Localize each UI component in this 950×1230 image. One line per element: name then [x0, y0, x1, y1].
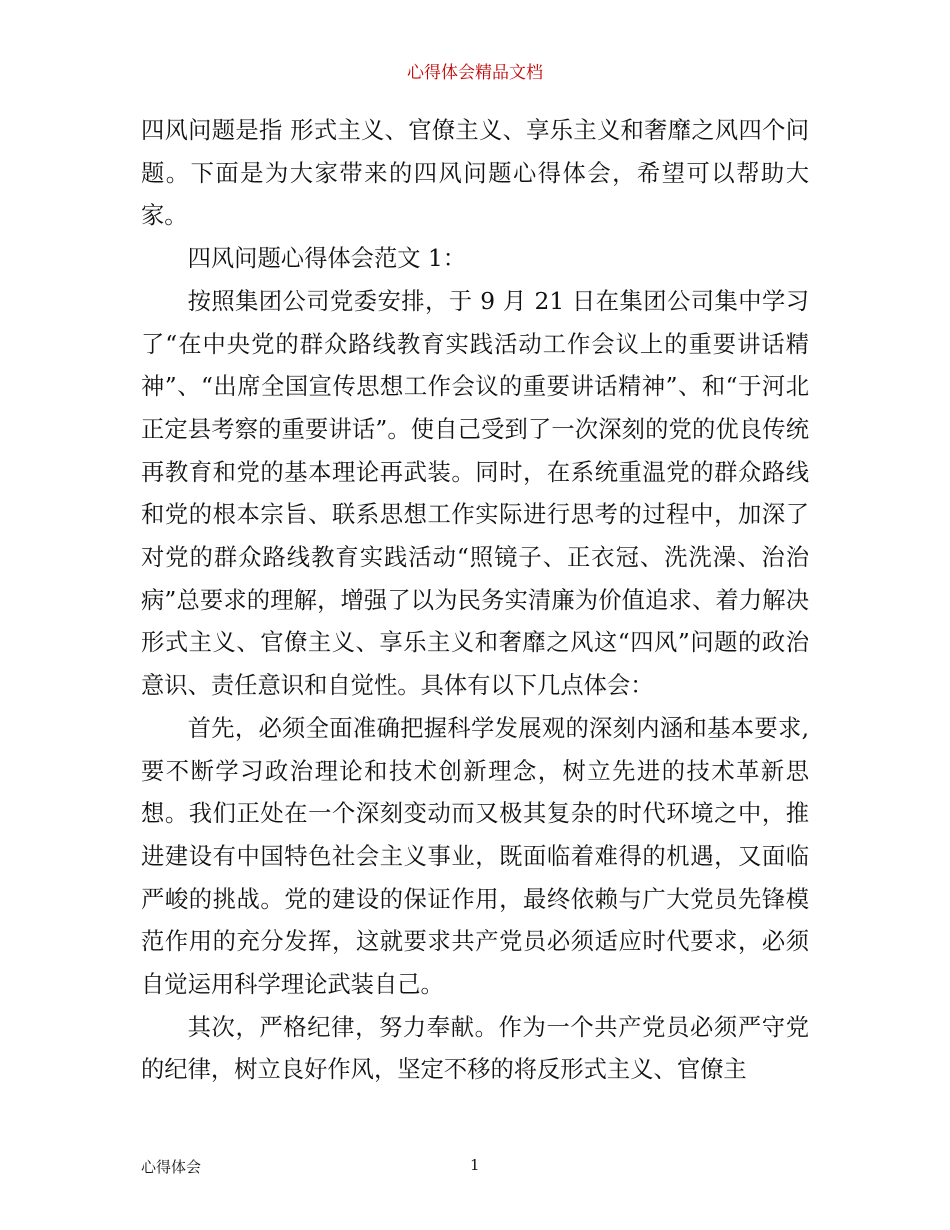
paragraph-sample-title: 四风问题心得体会范文 1： [187, 245, 467, 273]
paragraph-first-point: 首先，必须全面准确把握科学发展观的深刻内涵和基本要求,要不断学习政治理论和技术创新理念，树立先进的技术革新思想。我们正处在一个深刻变动而又极其复杂的时代环境之中，推进建设有中国特色社会主义事业，既面临着难得的机遇，又面临严峻的挑战。党的建设的保证作用，最终依赖与广大党员先锋模范作用的充分发挥，这就要求共产党员必须适应时代要求，必须自觉运用科学理论武装自己。 [141, 714, 809, 999]
page-number: 1 [470, 1156, 480, 1174]
paragraph-intro: 四风问题是指 形式主义、官僚主义、享乐主义和奢靡之风四个问题。下面是为大家带来的四风问题心得体会，希望可以帮助大家。 [141, 117, 809, 230]
paragraph-study: 按照集团公司党委安排，于 9 月 21 日在集团公司集中学习了“在中央党的群众路线教育实践活动工作会议上的重要讲话精神”、“出席全国宣传思想工作会议的重要讲话精神”、和“于河北正定县考察的重要讲话”。使自己受到了一次深刻的党的优良传统再教育和党的基本理论再武装。同时，在系统重温党的群众路线和党的根本宗旨、联系思想工作实际进行思考的过程中，加深了对党的群众路线教育实践活动“照镜子、正衣冠、洗洗澡、治治病”总要求的理解，增强了以为民务实清廉为价值追求、着力解决形式主义、官僚主义、享乐主义和奢靡之风这“四风”问题的政治意识、责任意识和自觉性。具体有以下几点体会： [141, 287, 809, 700]
paragraph-second-point: 其次，严格纪律，努力奉献。作为一个共产党员必须严守党的纪律，树立良好作风，坚定不移的将反形式主义、官僚主 [141, 1013, 809, 1084]
document-body [141, 110, 809, 1092]
document-header: 心得体会精品文档 [407, 63, 543, 83]
footer-label: 心得体会 [141, 1158, 202, 1176]
